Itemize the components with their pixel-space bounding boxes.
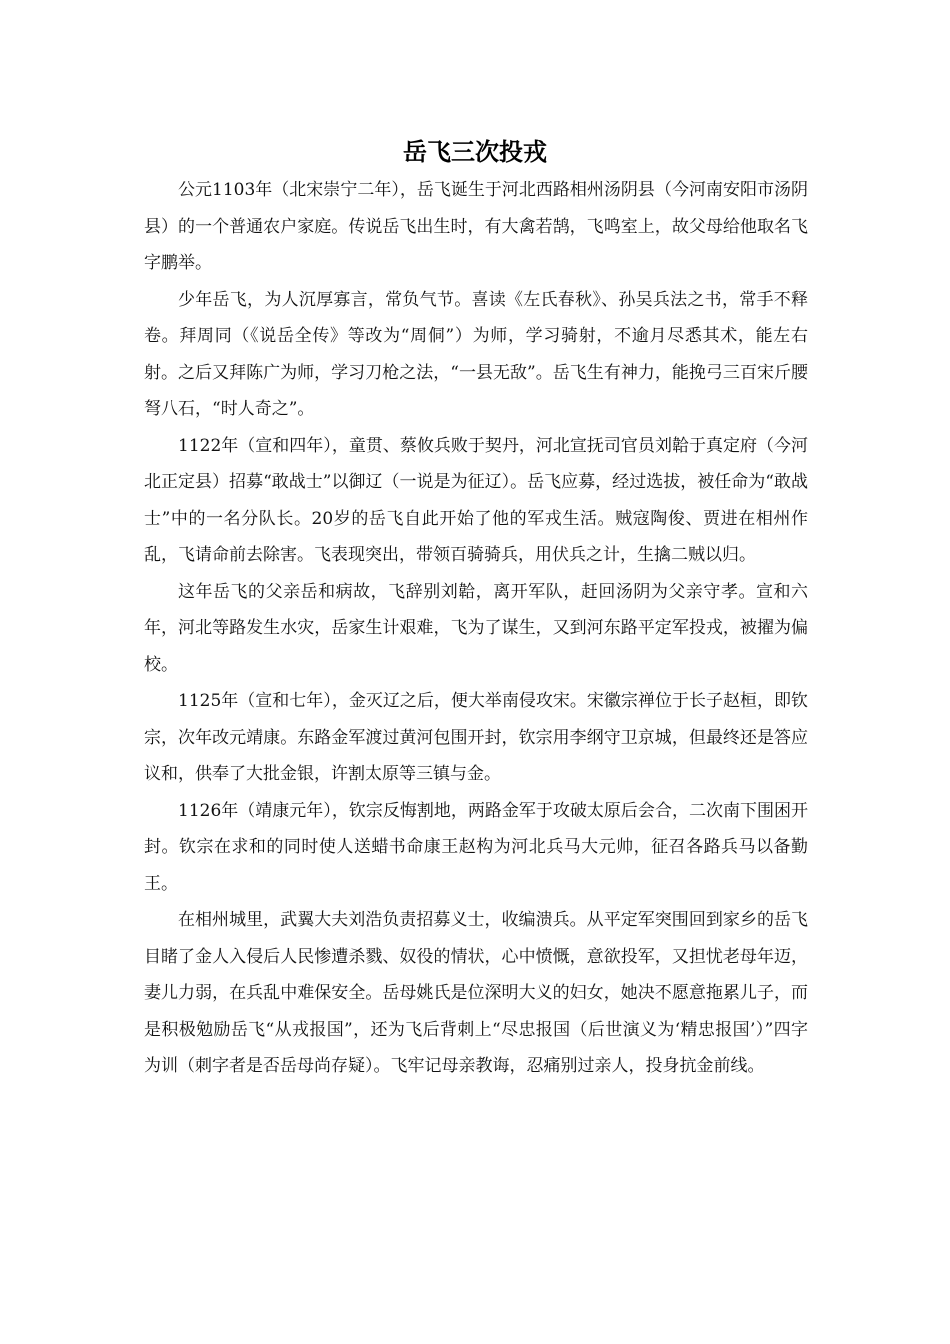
paragraph-first-enlistment: 1122年（宣和四年），童贯、蔡攸兵败于契丹，河北宣抚司官员刘韐于真定府（今河北正定县）招募“敢战士”以御辽（一说是为征辽）。岳飞应募，经过选拔，被任命为“敢战士”中的一名分队长。20岁的岳飞自此开始了他的军戎生活。贼寇陶俊、贾进在相州作乱，飞请命前去除害。飞表现突出，带领百骑骑兵，用伏兵之计，生擒二贼以归。 — [144, 435, 808, 565]
paragraph-third-enlistment: 在相州城里，武翼大夫刘浩负责招募义士，收编溃兵。从平定军突围回到家乡的岳飞目睹了金人入侵后人民惨遭杀戮、奴役的情状，心中愤慨，意欲投军，又担忧老母年迈，妻儿力弱，在兵乱中难保安全。岳母姚氏是位深明大义的妇女，她决不愿意拖累儿子，而是积极勉励岳飞“从戎报国”，还为飞后背刺上“尽忠报国（后世演义为‘精忠报国’）”四字为训（刺字者是否岳母尚存疑）。飞牢记母亲教诲，忍痛别过亲人，投身抗金前线。 — [144, 910, 808, 1076]
document-body — [144, 172, 808, 1085]
paragraph-jin-invasion: 1125年（宣和七年），金灭辽之后，便大举南侵攻宋。宋徽宗禅位于长子赵桓，即钦宗，次年改元靖康。东路金军渡过黄河包围开封，钦宗用李纲守卫京城，但最终还是答应议和，供奉了大批金银，许割太原等三镇与金。 — [144, 691, 808, 784]
paragraph-siege-kaifeng: 1126年（靖康元年），钦宗反悔割地，两路金军于攻破太原后会合，二次南下围困开封。钦宗在求和的同时使人送蜡书命康王赵构为河北兵马大元帅，征召各路兵马以备勤王。 — [144, 800, 808, 894]
paragraph-youth: 少年岳飞，为人沉厚寡言，常负气节。喜读《左氏春秋》、孙吴兵法之书，常手不释卷。拜周同（《说岳全传》等改为“周侗”）为师，学习骑射，不逾月尽悉其术，能左右射。之后又拜陈广为师，学习刀枪之法，“一县无敌”。岳飞生有神力，能挽弓三百宋斤腰弩八石，“时人奇之”。 — [144, 289, 808, 419]
document-title: 岳飞三次投戎 — [403, 137, 547, 166]
paragraph-birth: 公元1103年（北宋崇宁二年），岳飞诞生于河北西路相州汤阴县（今河南安阳市汤阴县）的一个普通农户家庭。传说岳飞出生时，有大禽若鹄，飞鸣室上，故父母给他取名飞字鹏举。 — [144, 180, 808, 273]
paragraph-second-enlistment: 这年岳飞的父亲岳和病故，飞辞别刘韐，离开军队，赶回汤阴为父亲守孝。宣和六年，河北等路发生水灾，岳家生计艰难，飞为了谋生，又到河东路平定军投戎，被擢为偏校。 — [144, 581, 808, 675]
